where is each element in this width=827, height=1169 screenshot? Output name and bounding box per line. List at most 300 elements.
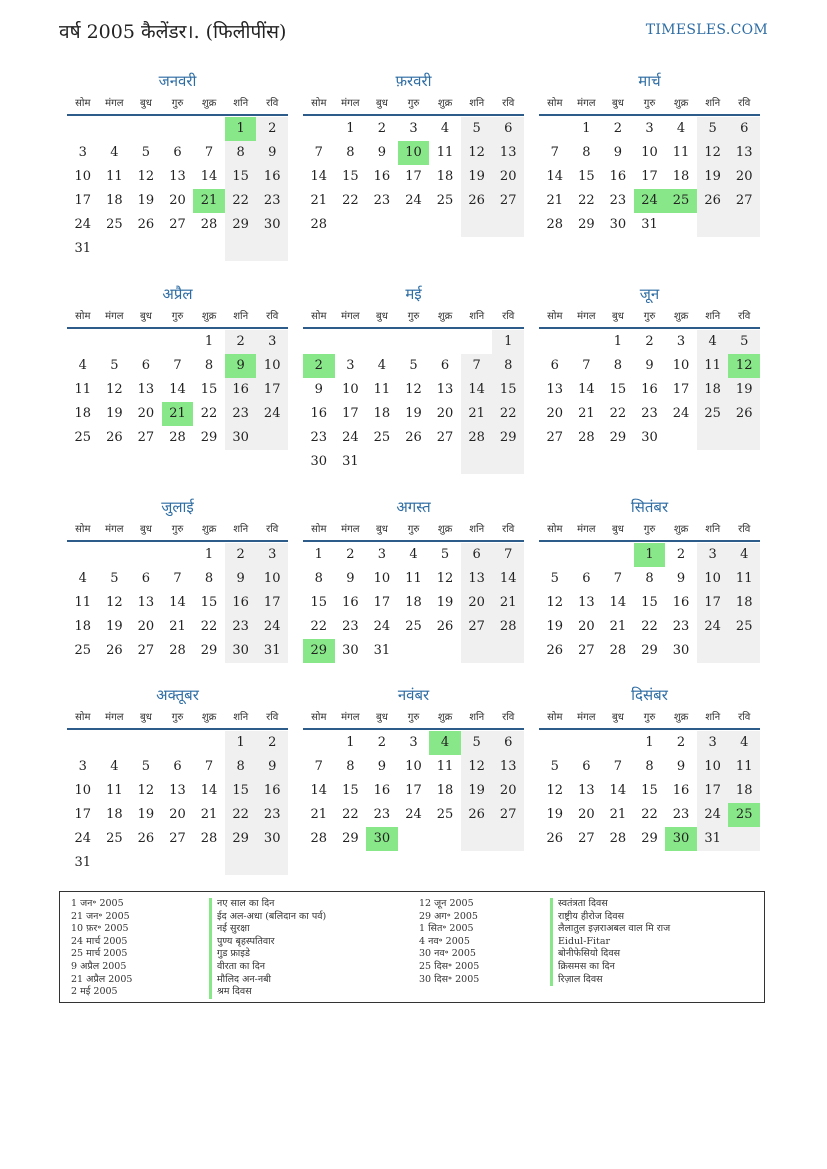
holiday-name: वीरता का दिन [209,961,326,974]
empty-cell [697,639,729,663]
day-cell: 30 [225,426,257,450]
day-cell: 2 [613,121,623,136]
weekday-label: रवि [502,524,515,535]
weekday-header [303,519,524,542]
day-cell: 19 [697,165,729,189]
day-cell: 28 [169,430,186,445]
day-cell: 24 [342,430,359,445]
day-cell: 16 [256,779,288,803]
day-cell: 14 [609,783,627,798]
day-cell: 22 [492,402,524,426]
day-grid [539,543,760,663]
holiday-date: 21 अप्रैल 2005 [71,973,133,985]
day-cell: 14 [310,169,328,184]
day-cell: 22 [609,406,627,421]
day-cell: 11 [728,567,760,591]
weekday-label: बुध [612,311,624,322]
day-cell: 13 [169,169,186,184]
holiday-name: बोनीफेसियो दिवस [550,948,670,961]
weekday-header [67,306,288,329]
day-cell: 2 [645,334,654,349]
day-cell: 24 [256,402,288,426]
holiday-name: नई सुरक्षा [209,923,326,936]
day-cell: 6 [582,571,591,586]
day-cell: 5 [550,759,559,774]
weekday-header [67,707,288,730]
day-cell: 1 [314,547,323,562]
empty-cell [697,213,729,237]
day-cell: 26 [697,189,729,213]
weekday-label: रवि [738,98,751,109]
day-cell: 4 [728,543,760,567]
holiday-date: 10 फ़र॰ 2005 [71,923,129,935]
holiday-date: 24 मार्च 2005 [71,935,128,947]
weekday-label: गुरु [407,712,420,723]
day-cell: 16 [672,783,690,798]
day-cell: 30 [256,213,288,237]
day-cell: 17 [74,193,92,208]
day-cell: 27 [169,217,186,232]
day-cell: 3 [676,334,686,349]
month-calendar [303,495,524,663]
month-calendar [303,683,524,851]
day-cell: 11 [74,595,92,610]
weekday-label: बुध [612,524,624,535]
day-cell: 18 [74,619,92,634]
weekday-label: मंगल [105,712,124,723]
day-cell: 30 [641,430,658,445]
day-cell: 29 [641,831,658,846]
day-cell: 22 [641,807,658,822]
day-cell: 27 [728,189,760,213]
weekday-label: गुरु [171,712,184,723]
month-calendar [67,69,288,261]
day-cell: 16 [373,169,391,184]
weekday-label: रवि [738,311,751,322]
weekday-label: रवि [502,311,515,322]
holiday-date: 29 अग॰ 2005 [419,910,478,922]
day-cell: 10 [641,145,658,160]
day-cell: 20 [546,406,564,421]
day-cell: 7 [613,759,623,774]
day-cell: 9 [256,755,288,779]
empty-cell [366,450,398,474]
empty-cell [162,237,194,261]
day-cell: 7 [173,571,182,586]
empty-cell [398,450,430,474]
empty-cell [130,731,162,755]
day-cell: 23 [672,619,690,634]
day-cell: 29 [200,430,218,445]
day-cell: 15 [492,378,524,402]
empty-cell [366,330,398,354]
day-cell: 7 [492,543,524,567]
holiday-date: 2 मई 2005 [71,986,118,998]
day-cell: 4 [377,358,387,373]
day-cell: 1 [346,121,355,136]
empty-cell [162,330,194,354]
holiday-dates-right [419,898,479,986]
empty-cell [193,237,225,261]
day-cell: 12 [461,755,493,779]
day-cell: 17 [342,406,359,421]
day-cell: 29 [225,827,257,851]
day-cell: 24 [74,217,92,232]
day-cell: 8 [225,755,257,779]
day-cell: 6 [141,358,151,373]
weekday-label: शुक्र [201,98,217,109]
day-cell: 25 [405,619,422,634]
day-cell: 8 [314,571,323,586]
weekday-label: शनि [469,712,485,723]
day-cell: 23 [641,406,658,421]
holiday-names-right [550,898,670,986]
day-cell: 19 [461,779,493,803]
day-cell: 17 [373,595,391,610]
day-cell: 5 [461,117,493,141]
day-cell: 20 [461,591,493,615]
day-cell: 16 [342,595,359,610]
day-cell: 3 [697,543,729,567]
day-cell: 10 [373,571,391,586]
day-cell: 29 [641,643,658,658]
day-cell: 26 [436,619,454,634]
site-link[interactable]: TIMESLES.COM [645,22,768,38]
weekday-label: शनि [469,311,485,322]
day-cell: 27 [492,803,524,827]
weekday-label: सोम [75,524,91,535]
month-calendar [303,69,524,237]
weekday-label: मंगल [577,712,596,723]
day-cell: 17 [74,807,92,822]
month-name: नवंबर [397,686,430,704]
day-grid [67,117,288,261]
day-cell: 3 [645,121,654,136]
day-cell: 29 [492,426,524,450]
day-cell: 13 [436,382,454,397]
day-cell: 6 [550,358,559,373]
day-cell: 28 [609,643,627,658]
day-cell: 31 [342,454,359,469]
day-cell: 23 [310,430,328,445]
day-cell: 4 [110,759,119,774]
day-cell: 17 [641,169,658,184]
holiday-name: रिज़ाल दिवस [550,974,670,987]
holiday-date: 25 मार्च 2005 [71,948,128,960]
empty-cell [99,237,131,261]
month-name: अक्तूबर [156,686,199,704]
day-cell: 15 [225,165,257,189]
day-cell: 29 [303,639,335,663]
day-cell: 4 [676,121,686,136]
day-cell: 21 [310,193,328,208]
empty-cell [303,731,335,755]
day-cell: 29 [342,831,359,846]
day-cell: 21 [578,406,595,421]
weekday-header [303,707,524,730]
day-cell: 17 [697,591,729,615]
day-cell: 2 [303,354,335,378]
empty-cell [99,851,131,875]
day-cell: 15 [641,783,658,798]
day-cell: 2 [676,547,686,562]
day-cell: 1 [634,543,666,567]
day-cell: 23 [225,615,257,639]
weekday-label: मंगल [577,98,596,109]
day-cell: 1 [645,735,654,750]
weekday-label: रवि [266,98,279,109]
day-cell: 29 [578,217,595,232]
empty-cell [67,543,99,567]
weekday-label: शुक्र [437,98,453,109]
day-cell: 25 [728,615,760,639]
day-cell: 15 [310,595,328,610]
day-cell: 3 [377,547,387,562]
day-cell: 10 [74,783,92,798]
day-cell: 8 [645,759,654,774]
month-calendar [303,282,524,474]
month-calendar [539,683,760,851]
day-cell: 7 [613,571,623,586]
day-cell: 2 [346,547,355,562]
empty-cell [697,426,729,450]
weekday-label: गुरु [171,524,184,535]
day-cell: 21 [310,807,328,822]
holiday-name: राष्ट्रीय हीरोज दिवस [550,911,670,924]
day-cell: 16 [256,165,288,189]
day-cell: 13 [728,141,760,165]
day-cell: 14 [169,382,186,397]
empty-cell [99,330,131,354]
day-cell: 17 [405,169,422,184]
day-cell: 16 [641,382,658,397]
empty-cell [256,851,288,875]
day-cell: 2 [676,735,686,750]
day-cell: 4 [110,145,119,160]
holiday-name: Eidul-Fitar [550,936,670,949]
weekday-label: गुरु [643,712,656,723]
day-cell: 20 [492,165,524,189]
weekday-header [67,93,288,116]
empty-cell [492,450,524,474]
empty-cell [162,117,194,141]
day-cell: 28 [492,615,524,639]
empty-cell [398,213,430,237]
day-cell: 7 [314,145,323,160]
day-cell: 31 [74,855,92,870]
day-cell: 23 [373,193,391,208]
day-cell: 10 [256,567,288,591]
empty-cell [539,330,571,354]
empty-cell [99,731,131,755]
empty-cell [335,213,367,237]
day-cell: 18 [436,783,454,798]
day-cell: 8 [346,145,355,160]
day-cell: 5 [110,571,119,586]
weekday-label: रवि [266,524,279,535]
day-cell: 27 [137,643,155,658]
day-cell: 5 [440,547,450,562]
day-cell: 18 [106,193,123,208]
weekday-label: गुरु [407,98,420,109]
empty-cell [67,330,99,354]
empty-cell [492,213,524,237]
day-cell: 24 [405,193,422,208]
empty-cell [461,450,493,474]
day-grid [67,330,288,450]
day-cell: 31 [256,639,288,663]
day-cell: 24 [256,615,288,639]
day-cell: 20 [436,406,454,421]
day-cell: 26 [137,831,155,846]
empty-cell [461,330,493,354]
weekday-header [303,93,524,116]
day-cell: 27 [578,831,595,846]
weekday-label: शुक्र [201,712,217,723]
holiday-date: 21 जन॰ 2005 [71,910,130,922]
day-cell: 6 [492,731,524,755]
holiday-date: 25 दिस॰ 2005 [419,960,480,972]
day-cell: 17 [672,382,690,397]
day-cell: 26 [461,803,493,827]
day-cell: 31 [74,241,92,256]
empty-cell [602,731,634,755]
weekday-header [539,93,760,116]
day-cell: 8 [582,145,591,160]
day-cell: 25 [106,831,123,846]
day-cell: 19 [137,807,155,822]
weekday-label: शुक्र [673,712,689,723]
day-cell: 13 [137,382,155,397]
weekday-label: गुरु [643,311,656,322]
weekday-label: गुरु [407,524,420,535]
day-cell: 7 [204,145,214,160]
day-cell: 30 [609,217,627,232]
day-cell: 12 [405,382,422,397]
weekday-label: शनि [705,712,721,723]
day-cell: 7 [204,759,214,774]
holiday-name: लैलातुल इज़राअबल वाल मि राज [550,923,670,936]
month-calendar [539,495,760,663]
month-name: मई [405,285,422,303]
day-cell: 14 [169,595,186,610]
day-cell: 11 [373,382,391,397]
month-calendar [539,282,760,450]
empty-cell [571,330,603,354]
day-cell: 30 [366,827,398,851]
day-cell: 26 [106,430,123,445]
weekday-label: बुध [140,712,152,723]
day-cell: 21 [193,189,225,213]
weekday-label: गुरु [643,524,656,535]
day-cell: 17 [697,779,729,803]
day-cell: 5 [461,731,493,755]
weekday-label: सोम [547,311,563,322]
day-cell: 28 [200,831,218,846]
day-cell: 11 [728,755,760,779]
weekday-label: मंगल [341,712,360,723]
weekday-label: शनि [705,311,721,322]
day-cell: 22 [225,189,257,213]
day-cell: 28 [310,831,328,846]
day-cell: 30 [342,643,359,658]
day-cell: 24 [373,619,391,634]
weekday-label: रवि [502,712,515,723]
day-cell: 9 [645,358,654,373]
month-name: जनवरी [158,72,197,90]
holiday-name: स्वतंत्रता दिवस [550,898,670,911]
day-cell: 25 [697,402,729,426]
weekday-label: सोम [75,311,91,322]
day-cell: 6 [141,571,151,586]
weekday-header [539,519,760,542]
weekday-label: शुक्र [437,712,453,723]
day-grid [303,117,524,237]
empty-cell [728,639,760,663]
month-calendar [539,69,760,237]
weekday-label: मंगल [341,524,360,535]
day-cell: 11 [106,169,123,184]
day-cell: 12 [697,141,729,165]
day-cell: 13 [461,567,493,591]
day-cell: 23 [672,807,690,822]
day-cell: 28 [461,426,493,450]
empty-cell [398,639,430,663]
day-cell: 12 [436,571,454,586]
day-cell: 31 [697,827,729,851]
day-cell: 11 [436,759,454,774]
day-cell: 1 [582,121,591,136]
empty-cell [571,731,603,755]
day-cell: 31 [641,217,658,232]
weekday-label: मंगल [341,98,360,109]
day-cell: 21 [162,402,194,426]
day-cell: 13 [546,382,564,397]
day-cell: 18 [106,807,123,822]
weekday-label: सोम [311,524,327,535]
weekday-label: गुरु [643,98,656,109]
day-cell: 30 [672,643,690,658]
day-cell: 20 [728,165,760,189]
day-cell: 9 [613,145,623,160]
empty-cell [429,213,461,237]
day-cell: 29 [200,643,218,658]
day-cell: 14 [578,382,595,397]
day-cell: 3 [256,330,288,354]
day-grid [303,330,524,474]
empty-cell [398,827,430,851]
day-cell: 9 [676,571,686,586]
empty-cell [256,237,288,261]
day-cell: 25 [74,430,92,445]
day-cell: 17 [405,783,422,798]
empty-cell [429,330,461,354]
day-cell: 28 [200,217,218,232]
day-cell: 16 [225,591,257,615]
weekday-label: बुध [612,98,624,109]
day-cell: 16 [225,378,257,402]
holiday-date: 1 सित॰ 2005 [419,923,474,935]
day-cell: 30 [256,827,288,851]
day-cell: 14 [492,567,524,591]
day-cell: 19 [436,595,454,610]
day-cell: 18 [728,591,760,615]
day-cell: 12 [106,595,123,610]
day-cell: 30 [310,454,328,469]
day-cell: 10 [398,141,430,165]
empty-cell [193,731,225,755]
empty-cell [602,543,634,567]
